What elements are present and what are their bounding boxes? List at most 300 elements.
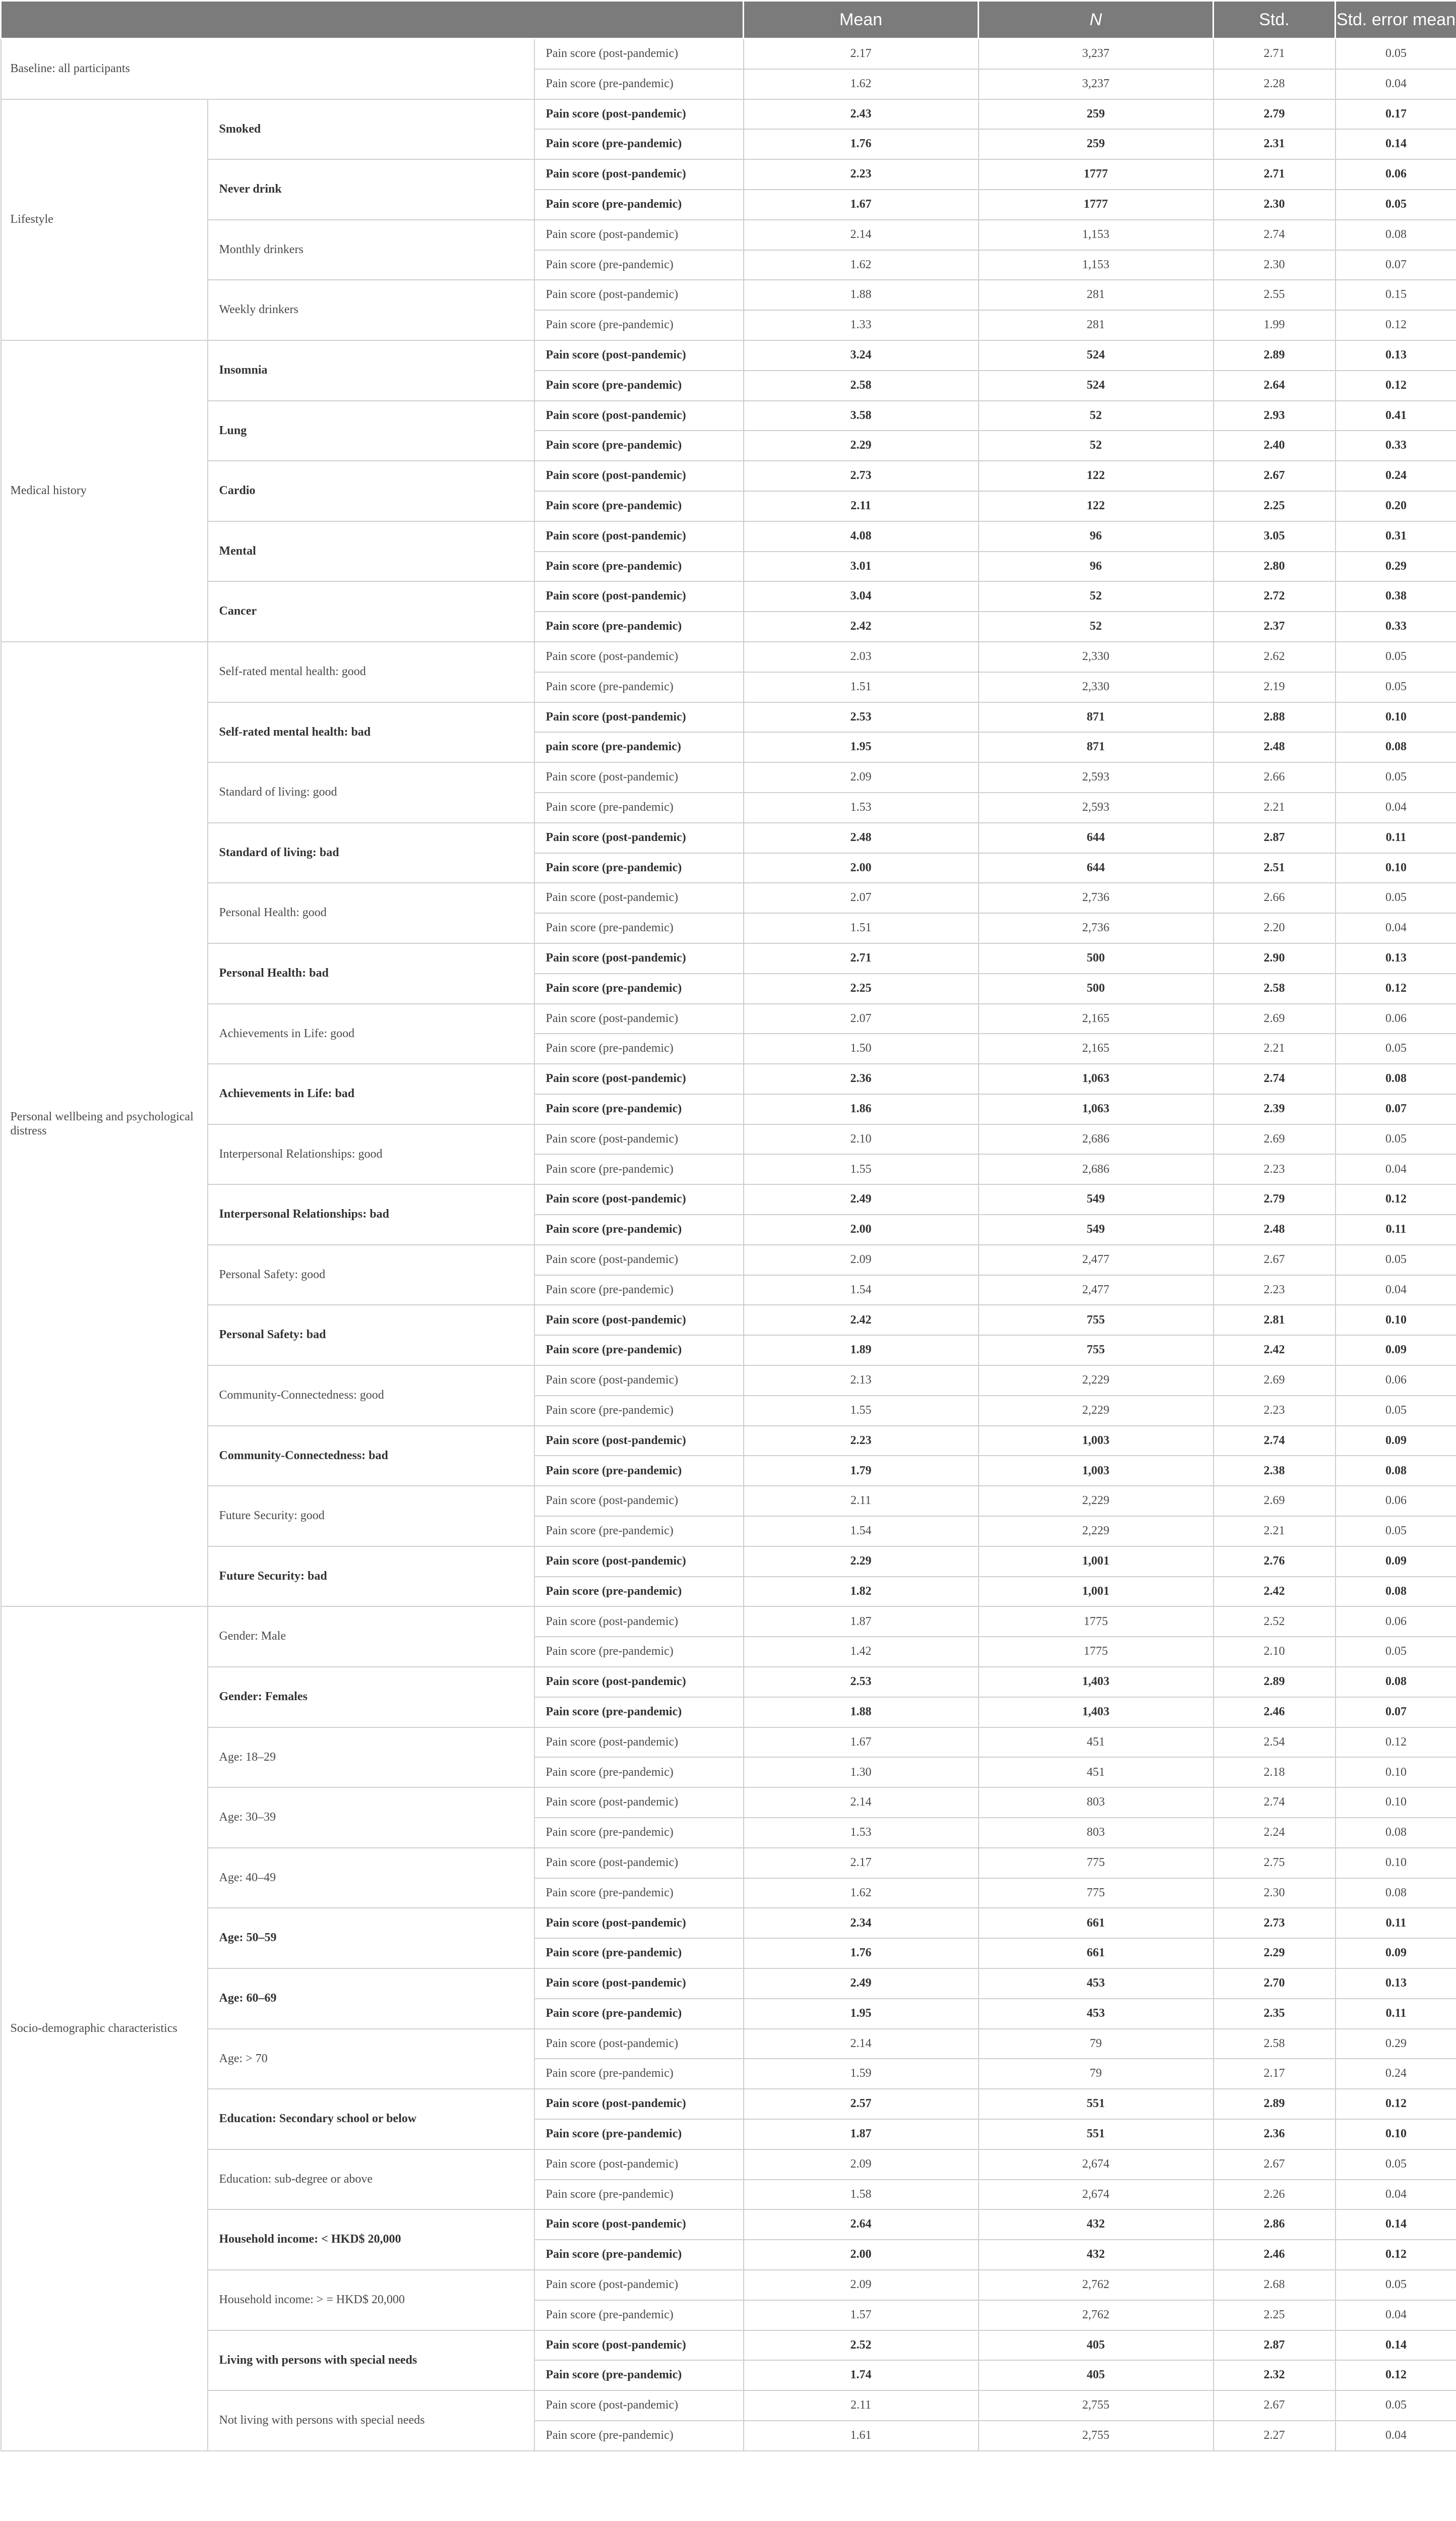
sem-value: 0.12 [1336,1184,1456,1215]
std-value: 2.66 [1214,883,1336,913]
score-label: Pain score (post-pandemic) [534,2270,744,2300]
n-value: 1,063 [979,1094,1214,1124]
n-value: 79 [979,2029,1214,2059]
n-value: 96 [979,521,1214,552]
n-value: 453 [979,1999,1214,2029]
subgroup-label: Household income: < HKD$ 20,000 [208,2209,534,2270]
score-label: Pain score (pre-pandemic) [534,1034,744,1064]
score-label: Pain score (post-pandemic) [534,2209,744,2240]
std-value: 2.75 [1214,1848,1336,1878]
std-value: 2.87 [1214,823,1336,853]
n-value: 52 [979,581,1214,612]
score-label: Pain score (post-pandemic) [534,1908,744,1938]
n-value: 281 [979,280,1214,310]
n-value: 52 [979,431,1214,461]
n-value: 2,229 [979,1516,1214,1546]
score-label: Pain score (post-pandemic) [534,2390,744,2421]
table-row [1,39,1456,69]
n-value: 755 [979,1335,1214,1365]
std-value: 2.19 [1214,672,1336,702]
n-value: 551 [979,2119,1214,2149]
sem-value: 0.09 [1336,1938,1456,1968]
n-value: 661 [979,1938,1214,1968]
sem-value: 0.06 [1336,1004,1456,1034]
std-value: 2.71 [1214,159,1336,190]
score-label: Pain score (pre-pandemic) [534,913,744,943]
sem-value: 0.08 [1336,732,1456,762]
n-value: 803 [979,1787,1214,1818]
sem-value: 0.31 [1336,521,1456,552]
header-row [1,1,1456,39]
table-row [1,1606,1456,1637]
mean-value: 2.52 [744,2330,979,2361]
header-mean: Mean [744,1,979,39]
mean-value: 1.95 [744,1999,979,2029]
subgroup-label: Future Security: good [208,1486,534,1546]
score-label: Pain score (pre-pandemic) [534,1999,744,2029]
n-value: 500 [979,943,1214,974]
std-value: 2.74 [1214,220,1336,250]
n-value: 52 [979,612,1214,642]
sem-value: 0.06 [1336,1486,1456,1516]
sem-value: 0.10 [1336,1305,1456,1335]
score-label: Pain score (post-pandemic) [534,1004,744,1034]
subgroup-label: Personal Health: good [208,883,534,943]
n-value: 549 [979,1215,1214,1245]
header-n-label: N [1089,10,1102,29]
subgroup-label: Cardio [208,461,534,521]
subgroup-label: Cancer [208,581,534,642]
std-value: 2.48 [1214,732,1336,762]
std-value: 2.23 [1214,1275,1336,1305]
table-row [1,220,1456,250]
score-label: Pain score (pre-pandemic) [534,2421,744,2451]
sem-value: 0.05 [1336,2270,1456,2300]
std-value: 2.55 [1214,280,1336,310]
table-row [1,1968,1456,1999]
table-row [1,1365,1456,1396]
mean-value: 1.54 [744,1516,979,1546]
mean-value: 1.76 [744,1938,979,1968]
n-value: 524 [979,340,1214,371]
mean-value: 2.34 [744,1908,979,1938]
n-value: 453 [979,1968,1214,1999]
sem-value: 0.13 [1336,1968,1456,1999]
mean-value: 1.89 [744,1335,979,1365]
std-value: 2.67 [1214,2149,1336,2180]
n-value: 2,686 [979,1124,1214,1155]
std-value: 2.39 [1214,1094,1336,1124]
mean-value: 1.76 [744,129,979,159]
n-value: 79 [979,2059,1214,2089]
n-value: 2,755 [979,2421,1214,2451]
std-value: 2.58 [1214,2029,1336,2059]
std-value: 2.10 [1214,1637,1336,1667]
sem-value: 0.06 [1336,1365,1456,1396]
mean-value: 2.43 [744,99,979,130]
category-label: Socio-demographic characteristics [1,1606,208,2450]
score-label: Pain score (pre-pandemic) [534,2180,744,2210]
std-value: 2.38 [1214,1456,1336,1486]
mean-value: 3.04 [744,581,979,612]
score-label: Pain score (post-pandemic) [534,280,744,310]
mean-value: 2.14 [744,220,979,250]
score-label: Pain score (pre-pandemic) [534,129,744,159]
table-row [1,1486,1456,1516]
n-value: 1,001 [979,1577,1214,1607]
table-row [1,1305,1456,1335]
subgroup-label: Gender: Females [208,1667,534,1727]
mean-value: 2.09 [744,2149,979,2180]
n-value: 2,229 [979,1365,1214,1396]
sem-value: 0.11 [1336,1215,1456,1245]
table-row [1,642,1456,672]
n-value: 451 [979,1727,1214,1758]
mean-value: 1.87 [744,2119,979,2149]
score-label: Pain score (pre-pandemic) [534,491,744,521]
table-body [1,39,1456,2451]
n-value: 259 [979,99,1214,130]
n-value: 500 [979,974,1214,1004]
score-label: Pain score (post-pandemic) [534,943,744,974]
score-label: Pain score (post-pandemic) [534,2029,744,2059]
std-value: 2.54 [1214,1727,1336,1758]
mean-value: 2.14 [744,2029,979,2059]
subgroup-label: Education: sub-degree or above [208,2149,534,2210]
n-value: 2,736 [979,913,1214,943]
std-value: 2.74 [1214,1426,1336,1456]
std-value: 2.86 [1214,2209,1336,2240]
score-label: Pain score (pre-pandemic) [534,69,744,99]
sem-value: 0.05 [1336,1124,1456,1155]
subgroup-label: Self-rated mental health: good [208,642,534,702]
subgroup-label: Personal Health: bad [208,943,534,1004]
std-value: 2.30 [1214,250,1336,280]
table-row [1,2089,1456,2119]
table-row [1,581,1456,612]
n-value: 1,403 [979,1697,1214,1727]
mean-value: 2.07 [744,883,979,913]
std-value: 2.23 [1214,1396,1336,1426]
mean-value: 2.23 [744,1426,979,1456]
score-label: Pain score (pre-pandemic) [534,1396,744,1426]
mean-value: 1.30 [744,1757,979,1787]
sem-value: 0.08 [1336,1878,1456,1908]
score-label: Pain score (post-pandemic) [534,1245,744,1275]
n-value: 644 [979,823,1214,853]
table-row [1,1727,1456,1758]
table-row [1,2029,1456,2059]
std-value: 2.21 [1214,1516,1336,1546]
mean-value: 1.88 [744,1697,979,1727]
n-value: 259 [979,129,1214,159]
sem-value: 0.13 [1336,943,1456,974]
mean-value: 1.57 [744,2300,979,2330]
n-value: 1777 [979,190,1214,220]
score-label: Pain score (pre-pandemic) [534,1818,744,1848]
std-value: 2.73 [1214,1908,1336,1938]
table-row [1,883,1456,913]
table-row [1,461,1456,491]
sem-value: 0.11 [1336,1999,1456,2029]
std-value: 2.69 [1214,1124,1336,1155]
sem-value: 0.12 [1336,371,1456,401]
std-value: 2.69 [1214,1004,1336,1034]
score-label: Pain score (post-pandemic) [534,1667,744,1697]
sem-value: 0.08 [1336,1456,1456,1486]
mean-value: 1.79 [744,1456,979,1486]
mean-value: 2.36 [744,1064,979,1094]
table-row [1,521,1456,552]
std-value: 2.88 [1214,702,1336,733]
score-label: Pain score (post-pandemic) [534,2330,744,2361]
n-value: 1,003 [979,1456,1214,1486]
mean-value: 2.17 [744,1848,979,1878]
table-row [1,2209,1456,2240]
mean-value: 2.48 [744,823,979,853]
mean-value: 1.54 [744,1275,979,1305]
mean-value: 1.62 [744,69,979,99]
n-value: 524 [979,371,1214,401]
score-label: Pain score (pre-pandemic) [534,793,744,823]
score-label: Pain score (post-pandemic) [534,1365,744,1396]
sem-value: 0.05 [1336,39,1456,69]
sem-value: 0.11 [1336,1908,1456,1938]
std-value: 2.23 [1214,1154,1336,1184]
score-label: Pain score (post-pandemic) [534,702,744,733]
mean-value: 1.88 [744,280,979,310]
sem-value: 0.12 [1336,2360,1456,2390]
subgroup-label: Future Security: bad [208,1546,534,1607]
sem-value: 0.04 [1336,793,1456,823]
std-value: 2.40 [1214,431,1336,461]
subgroup-label: Lung [208,401,534,461]
sem-value: 0.09 [1336,1546,1456,1577]
score-label: Pain score (post-pandemic) [534,1787,744,1818]
mean-value: 2.53 [744,1667,979,1697]
sem-value: 0.04 [1336,1154,1456,1184]
n-value: 2,762 [979,2300,1214,2330]
n-value: 549 [979,1184,1214,1215]
sem-value: 0.04 [1336,913,1456,943]
score-label: Pain score (pre-pandemic) [534,612,744,642]
score-label: Pain score (pre-pandemic) [534,371,744,401]
table-row [1,1004,1456,1034]
sem-value: 0.10 [1336,1757,1456,1787]
n-value: 3,237 [979,39,1214,69]
std-value: 2.46 [1214,1697,1336,1727]
std-value: 2.29 [1214,1938,1336,1968]
category-label: Personal wellbeing and psychological distress [1,642,208,1607]
n-value: 2,229 [979,1396,1214,1426]
std-value: 2.76 [1214,1546,1336,1577]
score-label: Pain score (post-pandemic) [534,1184,744,1215]
table-row [1,2330,1456,2361]
table-row [1,943,1456,974]
n-value: 122 [979,461,1214,491]
score-label: Pain score (post-pandemic) [534,1546,744,1577]
sem-value: 0.08 [1336,1667,1456,1697]
score-label: pain score (pre-pandemic) [534,732,744,762]
sem-value: 0.24 [1336,461,1456,491]
std-value: 2.64 [1214,371,1336,401]
subgroup-label: Household income: > = HKD$ 20,000 [208,2270,534,2330]
mean-value: 2.00 [744,2240,979,2270]
n-value: 755 [979,1305,1214,1335]
table-row [1,1124,1456,1155]
n-value: 1775 [979,1637,1214,1667]
score-label: Pain score (pre-pandemic) [534,672,744,702]
table-row [1,762,1456,793]
std-value: 2.79 [1214,99,1336,130]
sem-value: 0.38 [1336,581,1456,612]
score-label: Pain score (pre-pandemic) [534,250,744,280]
n-value: 451 [979,1757,1214,1787]
std-value: 2.20 [1214,913,1336,943]
subgroup-label: Never drink [208,159,534,220]
sem-value: 0.10 [1336,1787,1456,1818]
mean-value: 1.67 [744,1727,979,1758]
mean-value: 2.42 [744,612,979,642]
score-label: Pain score (pre-pandemic) [534,1335,744,1365]
sem-value: 0.10 [1336,853,1456,883]
score-label: Pain score (post-pandemic) [534,581,744,612]
n-value: 1,403 [979,1667,1214,1697]
sem-value: 0.14 [1336,2209,1456,2240]
std-value: 2.48 [1214,1215,1336,1245]
mean-value: 2.42 [744,1305,979,1335]
mean-value: 2.13 [744,1365,979,1396]
mean-value: 1.86 [744,1094,979,1124]
table-row [1,1426,1456,1456]
mean-value: 3.24 [744,340,979,371]
std-value: 2.87 [1214,2330,1336,2361]
std-value: 2.74 [1214,1064,1336,1094]
subgroup-label: Gender: Male [208,1606,534,1667]
mean-value: 2.03 [744,642,979,672]
n-value: 432 [979,2209,1214,2240]
sem-value: 0.20 [1336,491,1456,521]
table-row [1,1787,1456,1818]
sem-value: 0.09 [1336,1426,1456,1456]
n-value: 551 [979,2089,1214,2119]
n-value: 2,593 [979,793,1214,823]
sem-value: 0.05 [1336,1637,1456,1667]
sem-value: 0.13 [1336,340,1456,371]
std-value: 2.18 [1214,1757,1336,1787]
mean-value: 2.25 [744,974,979,1004]
header-blank [1,1,744,39]
score-label: Pain score (pre-pandemic) [534,2360,744,2390]
sem-value: 0.05 [1336,1516,1456,1546]
sem-value: 0.04 [1336,2421,1456,2451]
std-value: 2.37 [1214,612,1336,642]
sem-value: 0.10 [1336,702,1456,733]
std-value: 2.67 [1214,2390,1336,2421]
sem-value: 0.04 [1336,2180,1456,2210]
n-value: 1,153 [979,220,1214,250]
table-row [1,1546,1456,1577]
score-label: Pain score (pre-pandemic) [534,2059,744,2089]
score-label: Pain score (pre-pandemic) [534,1637,744,1667]
header-n [979,1,1214,39]
n-value: 803 [979,1818,1214,1848]
mean-value: 2.71 [744,943,979,974]
subgroup-label: Achievements in Life: good [208,1004,534,1064]
n-value: 2,165 [979,1034,1214,1064]
score-label: Pain score (post-pandemic) [534,1064,744,1094]
subgroup-label: Age: 50–59 [208,1908,534,1968]
mean-value: 2.57 [744,2089,979,2119]
score-label: Pain score (post-pandemic) [534,39,744,69]
subgroup-label: Community-Connectedness: bad [208,1426,534,1486]
sem-value: 0.07 [1336,250,1456,280]
sem-value: 0.07 [1336,1094,1456,1124]
sem-value: 0.04 [1336,69,1456,99]
sem-value: 0.05 [1336,2149,1456,2180]
score-label: Pain score (pre-pandemic) [534,1577,744,1607]
std-value: 2.69 [1214,1365,1336,1396]
table-row [1,159,1456,190]
sem-value: 0.06 [1336,1606,1456,1637]
n-value: 871 [979,702,1214,733]
table-row [1,1184,1456,1215]
subgroup-label: Age: 60–69 [208,1968,534,2029]
mean-value: 1.33 [744,310,979,340]
subgroup-label: Personal Safety: good [208,1245,534,1305]
std-value: 2.93 [1214,401,1336,431]
n-value: 2,736 [979,883,1214,913]
mean-value: 2.53 [744,702,979,733]
std-value: 2.21 [1214,793,1336,823]
sem-value: 0.33 [1336,612,1456,642]
n-value: 775 [979,1878,1214,1908]
subgroup-label: Age: 18–29 [208,1727,534,1788]
n-value: 2,674 [979,2180,1214,2210]
mean-value: 2.64 [744,2209,979,2240]
std-value: 2.66 [1214,762,1336,793]
mean-value: 2.09 [744,1245,979,1275]
mean-value: 1.62 [744,1878,979,1908]
mean-value: 2.07 [744,1004,979,1034]
score-label: Pain score (post-pandemic) [534,461,744,491]
subgroup-label: Living with persons with special needs [208,2330,534,2391]
score-label: Pain score (pre-pandemic) [534,2240,744,2270]
std-value: 2.71 [1214,39,1336,69]
sem-value: 0.04 [1336,1275,1456,1305]
mean-value: 1.87 [744,1606,979,1637]
subgroup-label: Insomnia [208,340,534,401]
table-row [1,1064,1456,1094]
score-label: Pain score (post-pandemic) [534,1124,744,1155]
table-row [1,823,1456,853]
n-value: 432 [979,2240,1214,2270]
sem-value: 0.05 [1336,883,1456,913]
mean-value: 2.00 [744,1215,979,1245]
mean-value: 2.00 [744,853,979,883]
n-value: 1,001 [979,1546,1214,1577]
std-value: 2.62 [1214,642,1336,672]
score-label: Pain score (pre-pandemic) [534,1878,744,1908]
n-value: 405 [979,2330,1214,2361]
sem-value: 0.08 [1336,220,1456,250]
table-row [1,2149,1456,2180]
n-value: 2,477 [979,1275,1214,1305]
subgroup-label: Standard of living: good [208,762,534,823]
std-value: 2.25 [1214,2300,1336,2330]
n-value: 2,330 [979,642,1214,672]
mean-value: 3.01 [744,552,979,582]
